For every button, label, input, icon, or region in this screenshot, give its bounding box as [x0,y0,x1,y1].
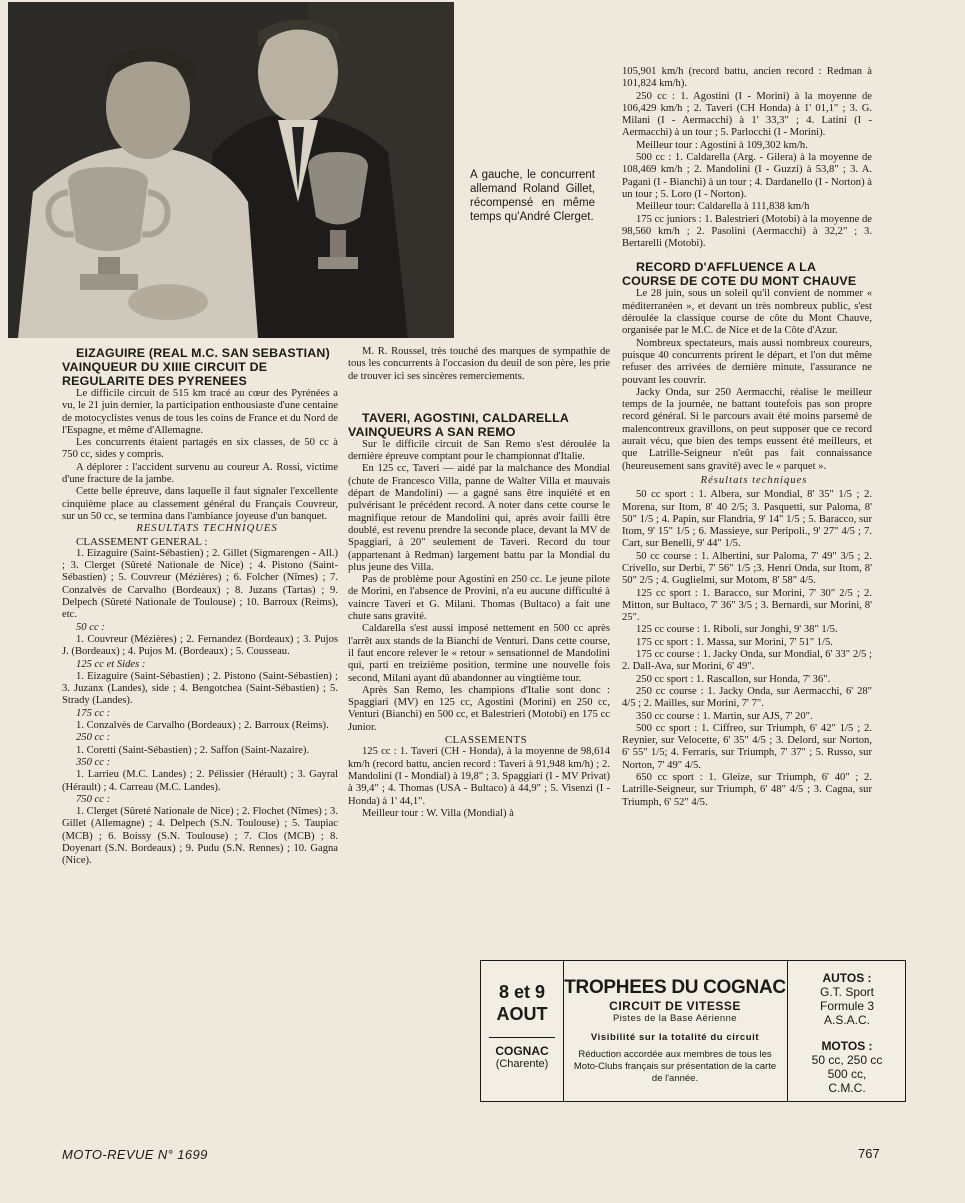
column-pyrenees [62,346,338,868]
results-paragraph: 125 cc : 1. Taveri (CH - Honda), à la moyenne de 98,614 km/h (record battu, ancien record : Taveri à 91,948 km/h) ; 2. Mandolini (I - Mondial) à 19,8" ; 3. Spaggiari (I - MV Privat) à 39,4" ; 4. Thomas (USA - Bultaco) à 44,9" ; 5. Visenzi (I - Honda) à 1' 44,1". [348,746,610,807]
paragraph: A déplorer : l'accident survenu au coureur A. Rossi, victime d'une fracture de la jambe. [62,461,338,486]
headline-san-remo: TAVERI, AGOSTINI, CALDARELLA VAINQUEURS A SAN REMO [348,410,569,439]
roussel-note: M. R. Roussel, très touché des marques de sympathie de tous les concurrents à l'occasion du deuil de son père, les prie de trouver ici ses sincères remerciements. [348,346,610,382]
paragraph: Le 28 juin, sous un soleil qu'il convient de nommer « méditerranéen », et devant un très nombreux public, s'est déroulée la classique course de côte du Mont Chauve, organisée par le M.C. de Nice et de la Côte d'Azur. [622,288,872,337]
classifications-heading: CLASSEMENTS [444,734,528,747]
best-lap: Meilleur tour : Agostini à 109,302 km/h. [636,139,808,151]
paragraph: Caldarella s'est aussi imposé nettement en 500 cc après l'arrêt aux stands de la Bianchi de Venturi. Dans cette course, il faut encore relever le « retour » sensationnel de Mandolini qui, parti en treizième position, termine une nouvelle fois second, Milani ayant dû abandonner au vingtième tour. [348,623,610,684]
ad-motos-line: 500 cc, [827,1067,867,1081]
category-heading: 750 cc : [76,793,111,805]
ad-title: TROPHEES DU COGNAC [564,977,786,998]
paragraph: Cette belle épreuve, dans laquelle il faut signaler l'excellente cinquième place au classement général du Français Couvreur, sur un 50 cc, se termina dans l'ambiance joyeuse d'un banquet. [62,486,338,522]
ad-visibility: Visibilité sur la totalité du circuit [590,1032,760,1043]
best-lap: Meilleur tour: Caldarella à 111,838 km/h [636,201,810,213]
ad-classes-panel [787,961,906,1101]
ad-region: (Charente) [495,1058,549,1070]
results-paragraph: 1. Coretti (Saint-Sébastien) ; 2. Saffon (Saint-Nazaire). [76,744,310,756]
ad-discount-note: Réduction accordée aux membres de tous les Moto-Clubs français sur présentation de la carte de l'année. [573,1049,777,1084]
category-heading: 50 cc : [76,621,105,633]
ad-autos-line: A.S.A.C. [823,1013,870,1027]
category-heading: 125 cc et Sides : [76,658,146,670]
best-lap: Meilleur tour : W. Villa (Mondial) à [362,807,514,819]
ad-motos-line: 50 cc, 250 cc [811,1053,883,1067]
magazine-issue: MOTO-REVUE N° 1699 [62,1147,208,1162]
results-paragraph: 175 cc juniors : 1. Balestrieri (Motobi) à la moyenne de 98,560 km/h ; 2. Pasolini (Aermacchi) à 32,2" ; 3. Bertarelli (Motobi). [622,213,872,250]
results-paragraph: 500 cc sport : 1. Ciffreo, sur Triumph, 6' 42" 1/5 ; 2. Reynier, sur Velocette, 6' 35" 4/5 ; 3. Delord, sur Norton, 6' 55" 1/5; 4. Ferraris, sur Triumph, 7' 37" ; 5. Russo, sur Norton, 7' 49" 4/5. [622,722,872,771]
headline-pyrenees: EIZAGUIRE (REAL M.C. SAN SEBASTIAN) VAINQUEUR DU XIIIE CIRCUIT DE REGULARITE DES PYRENEES [62,346,330,388]
ad-date-days: 8 et 9 [498,982,546,1002]
ad-date-month: AOUT [496,1004,548,1024]
category-heading: 350 cc : [76,756,111,768]
ad-autos-line: Formule 3 [819,999,875,1013]
results-paragraph: 175 cc sport : 1. Massa, sur Morini, 7' 51" 1/5. [636,636,833,648]
ad-motos-heading: MOTOS : [821,1039,873,1053]
results-heading: RESULTATS TECHNIQUES [136,523,278,535]
column-san-remo [348,346,610,820]
results-paragraph: 1. Eizaguire (Saint-Sébastien) ; 2. Gillet (Sigmarengen - All.) ; 3. Clerget (Sûreté Nationale de Nice) ; 4. Pistono (Saint-Sébastien) ; 5. Couvreur (Mézières) ; 6. Folcher (Nîmes) ; 7. Conzalvès de Carvalho (Bordeaux) ; 8. Juzans (Tartas) ; 9. Delpech (Sûreté Nationale de Toulouse) ; 10. Barroux (Reims), etc. [62,547,338,621]
results-paragraph: 50 cc sport : 1. Albera, sur Mondial, 8' 35" 1/5 ; 2. Morena, sur Itom, 8' 40 2/5; 3. Pasquetti, sur Paloma, 8' 50" 1/5 ; 4. Papin, sur Flandria, 9' 14" 1/5 ; 5. Baracco, sur Itom, 9' 15" 1/5 ; 6. Massieye, sur Peripoli., 9' 27" 4/5 ; 7. Cart, sur Benelli, 9' 44" 1/5. [622,489,872,550]
paragraph: Après San Remo, les champions d'Italie sont donc : Spaggiari (MV) en 125 cc, Agostini (Morini) en 250 cc, Venturi (Bianchi) en 500 cc, et Balestrieri (Motobi) en 175 cc Junior. [348,684,610,733]
trophy-photo-image [8,2,454,338]
results-paragraph: 250 cc course : 1. Jacky Onda, sur Aermacchi, 6' 28" 4/5 ; 2. Mailles, sur Morini, 7' 7". [622,685,872,710]
results-paragraph: 1. Larrieu (M.C. Landes) ; 2. Pélissier (Hérault) ; 3. Gayral (Hérault) ; 4. Carreau (M.C. Landes). [62,769,338,793]
results-paragraph: 125 cc course : 1. Riboli, sur Jonghi, 9' 38" 1/5. [636,624,838,636]
ad-city: COGNAC [495,1044,549,1058]
results-paragraph: 250 cc sport : 1. Rascallon, sur Honda, 7' 36". [636,673,831,685]
general-classification-heading: CLASSEMENT GENERAL : [76,535,208,548]
results-paragraph: 105,901 km/h (record battu, ancien record : Redman à 101,824 km/h). [622,66,872,90]
paragraph: Les concurrents étaient partagés en six classes, de 50 cc à 750 cc, sides y compris. [62,437,338,461]
paragraph: Sur le difficile circuit de San Remo s'est déroulée la dernière épreuve comptant pour le championnat d'Italie. [348,438,610,463]
results-paragraph: 1. Eizaguire (Saint-Sébastien) ; 2. Pistono (Saint-Sébastien) ; 3. Juzanx (Landes), side ; 4. Bengotchea (Saint-Sébastien) ; 5. Strady (Landes). [62,670,338,707]
results-paragraph: 500 cc : 1. Caldarella (Arg. - Gilera) à la moyenne de 108,469 km/h ; 2. Mandolini (I - Guzzi) à 53,8" ; 3. A. Pagani (I - Bianchi) à un tour ; 4. Dardanello (I - Norton) à un tour ; 5. Loro (I - Norton). [622,152,872,200]
results-paragraph: 350 cc course : 1. Martin, sur AJS, 7' 20". [636,710,813,722]
results-paragraph: 1. Couvreur (Mézières) ; 2. Fernandez (Bordeaux) ; 3. Pujos J. (Bordeaux) ; 4. Pujos M. (Bordeaux) ; 5. Cousseau. [62,633,338,658]
ad-venue: Pistes de la Base Aérienne [613,1013,737,1024]
paragraph: Jacky Onda, sur 250 Aermacchi, réalise le meilleur temps de la journée, ne battant toutefois pas son propre record général. Si le parcours avait été moins parsemé de malencontreux gravillons, on peut supposer que ce record aurait vécu, que bien des temps eussent été meilleurs, et que Latrille-Seigneur n'eût pas fait connaissance (heureusement sans gravité) avec le « parquet ». [622,386,872,472]
ad-subtitle: CIRCUIT DE VITESSE [609,999,741,1013]
results-paragraph: 250 cc : 1. Agostini (I - Morini) à la moyenne de 106,429 km/h ; 2. Taveri (CH Honda) à 1' 01,1" ; 3. G. Milani (I - Aermacchi) à 1' 33,3" ; 4. Latini (I - Aermacchi) à un tour ; 5. Parlocchi (I - Morini). [622,90,872,139]
results-paragraph: 1. Conzalvès de Carvalho (Bordeaux) ; 2. Barroux (Reims). [76,720,329,732]
paragraph: Pas de problème pour Agostini en 250 cc. Le jeune pilote de Morini, en l'absence de Provini, n'a eu aucune difficulté à vaincre Taveri et G. Milani. Thomas (Bultaco) a fait une chute sans gravité. [348,574,610,623]
category-heading: 250 cc : [76,732,111,744]
ad-motos-line: C.M.C. [828,1081,866,1095]
paragraph: Nombreux spectateurs, mais aussi nombreux coureurs, puisque 40 concurrents prirent le départ, et l'on dut même refuser des arrivées de dernière minute, l'assurance ne pouvant les couvrir. [622,337,872,386]
ad-divider [489,1037,555,1038]
trophy-photo [8,2,454,338]
ad-date-panel [481,961,564,1101]
results-paragraph: 1. Clerget (Sûreté Nationale de Nice) ; 2. Flochet (Nîmes) ; 3. Gillet (Allemagne) ; 4. Delpech (S.N. Toulouse) ; 5. Taupiac (MCB) ; 6. Boissy (S.N. Toulouse) ; 7. Clos (MCB) ; 8. Doyenart (S.N. Bordeaux) ; 9. Pudu (S.N. Rennes) ; 10. Gagna (Nice). [62,806,338,867]
results-heading: Résultats techniques [700,474,808,486]
ad-autos-line: G.T. Sport [819,985,875,999]
results-paragraph: 175 cc course : 1. Jacky Onda, sur Mondial, 6' 33" 2/5 ; 2. Dall-Ava, sur Morini, 6' 49". [622,649,872,673]
photo-caption: A gauche, le concurrent allemand Roland Gillet, récompensé en même temps qu'André Clerget. [470,169,595,223]
ad-autos-heading: AUTOS : [822,971,872,985]
cognac-trophy-ad [480,960,906,1102]
paragraph: Le difficile circuit de 515 km tracé au cœur des Pyrénées a vu, le 21 juin dernier, la participation enthousiaste d'une centaine de motocyclistes venus de tous les coins de France et du Nord de l'Espagne, et même d'Allemagne. [62,388,338,436]
category-heading: 175 cc : [76,707,111,719]
page-number: 767 [858,1146,880,1161]
results-paragraph: 125 cc sport : 1. Baracco, sur Morini, 7' 30" 2/5 ; 2. Mitton, sur Bultaco, 7' 36" 3/5 ; 3. Bernardi, sur Morini, 8' 25". [622,587,872,624]
paragraph: En 125 cc, Taveri — aidé par la malchance des Mondial (chute de Francesco Villa, panne de Walter Villa et mauvais départ de Mandolini) — a gagné sans être inquiété et en pulvérisant le précédent record. A noter dans cette course le magnifique retour de Mandolini qui, après avoir failli être doublé, est revenu prendre la seconde place, devant la MV de Spaggiari, à 20" seulement de Taveri. Record du tour (appartenant à Redman) largement battu par la Mondial du plus jeune des Villa. [348,463,610,573]
column-mont-chauve [622,66,872,809]
results-paragraph: 650 cc sport : 1. Gleize, sur Triumph, 6' 40" ; 2. Latrille-Seigneur, sur Triumph, 6' 48" 4/5 ; 3. Cagna, sur Triumph, 6' 52" 4/5. [622,772,872,808]
results-paragraph: 50 cc course : 1. Albertini, sur Paloma, 7' 49" 3/5 ; 2. Crivello, sur Derbi, 7' 56" 1/5 ;3. Henri Onda, sur Itom, 8' 50" 2/5 ; 4. Guglielmi, sur Motom, 8' 58" 4/5. [622,550,872,587]
ad-title-panel [564,961,786,1101]
headline-mont-chauve: RECORD D'AFFLUENCE A LA COURSE DE COTE DU MONT CHAUVE [622,260,857,289]
